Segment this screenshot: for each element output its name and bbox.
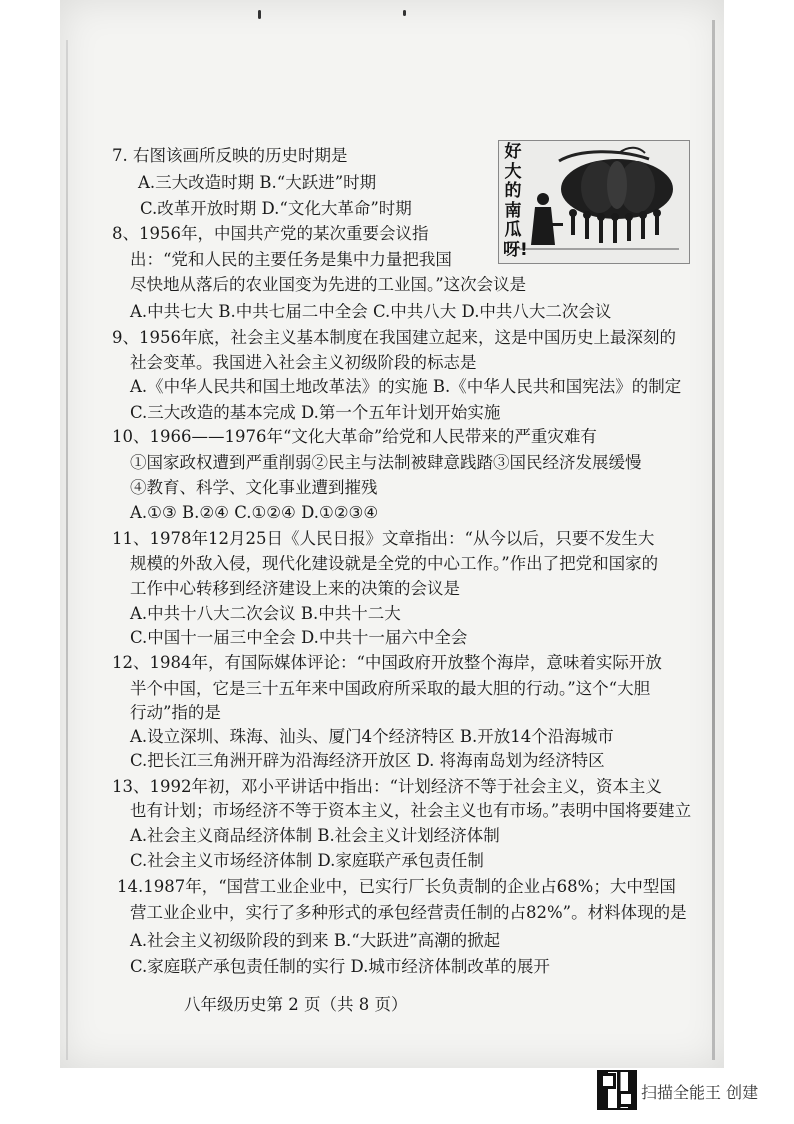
q7-options-cd: C.改革开放时期 D.“文化大革命”时期 — [140, 199, 412, 218]
q14-stem-2: 营工业企业中，实行了多种形式的承包经营责任制的占82%”。材料体现的是 — [130, 903, 687, 922]
page-shadow-left — [66, 40, 68, 1060]
q9-options-cd: C.三大改造的基本完成 D.第一个五年计划开始实施 — [130, 403, 501, 422]
q9-stem-1: 9、1956年底，社会主义基本制度在我国建立起来，这是中国历史上最深刻的 — [112, 328, 676, 347]
qr-code-icon — [597, 1070, 637, 1110]
q12-stem-2: 半个中国，它是三十五年来中国政府所采取的最大胆的行动。”这个“大胆 — [130, 679, 651, 698]
q11-stem-1: 11、1978年12月25日《人民日报》文章指出：“从今以后，只要不发生大 — [112, 529, 655, 548]
q11-stem-2: 规模的外敌入侵，现代化建设就是全党的中心工作。”作出了把党和国家的 — [130, 554, 659, 573]
q11-stem-3: 工作中心转移到经济建设上来的决策的会议是 — [130, 579, 460, 598]
q8-stem-1: 8、1956年，中国共产党的某次重要会议指 — [112, 224, 429, 243]
q14-options-cd: C.家庭联产承包责任制的实行 D.城市经济体制改革的展开 — [130, 957, 550, 976]
cartoon-caption: 好大的南瓜呀! — [503, 142, 528, 260]
page-footer: 八年级历史第 2 页（共 8 页） — [184, 995, 408, 1014]
q10-options: A.①③ B.②④ C.①②④ D.①②③④ — [130, 503, 379, 522]
q10-stem: 10、1966——1976年“文化大革命”给党和人民带来的严重灾难有 — [112, 427, 597, 446]
q11-options-ab: A.中共十八大二次会议 B.中共十二大 — [130, 604, 401, 623]
pumpkin-cartoon — [498, 140, 690, 264]
q13-options-cd: C.社会主义市场经济体制 D.家庭联产承包责任制 — [130, 851, 484, 870]
q13-stem-1: 13、1992年初，邓小平讲话中指出：“计划经济不等于社会主义，资本主义 — [112, 777, 662, 796]
q12-stem-1: 12、1984年，有国际媒体评论：“中国政府开放整个海岸，意味着实际开放 — [112, 653, 662, 672]
scanner-watermark: 扫描全能王 创建 — [641, 1083, 759, 1102]
q12-options-cd: C.把长江三角洲开辟为沿海经济开放区 D. 将海南岛划为经济特区 — [130, 751, 605, 770]
q12-options-ab: A.设立深圳、珠海、汕头、厦门4个经济特区 B.开放14个沿海城市 — [130, 727, 614, 746]
q13-stem-2: 也有计划；市场经济不等于资本主义，社会主义也有市场。”表明中国将要建立 — [130, 801, 692, 820]
q8-stem-3: 尽快地从落后的农业国变为先进的工业国。”这次会议是 — [130, 275, 527, 294]
q7-options-ab: A.三大改造时期 B.“大跃进”时期 — [138, 173, 377, 192]
q10-items-1: ①国家政权遭到严重削弱②民主与法制被肆意践踏③国民经济发展缓慢 — [130, 453, 642, 472]
q7-stem: 7. 右图该画所反映的历史时期是 — [112, 146, 348, 165]
q12-stem-3: 行动”指的是 — [130, 703, 221, 722]
q9-stem-2: 社会变革。我国进入社会主义初级阶段的标志是 — [130, 353, 477, 372]
q14-stem-1: 14.1987年，“国营工业企业中，已实行厂长负责制的企业占68%；大中型国 — [117, 877, 676, 896]
q13-options-ab: A.社会主义商品经济体制 B.社会主义计划经济体制 — [130, 826, 500, 845]
q8-stem-2: 出：“党和人民的主要任务是集中力量把我国 — [130, 250, 452, 269]
scan-speck — [403, 10, 406, 16]
q8-options: A.中共七大 B.中共七届二中全会 C.中共八大 D.中共八大二次会议 — [130, 302, 612, 321]
q11-options-cd: C.中国十一届三中全会 D.中共十一届六中全会 — [130, 628, 468, 647]
q10-items-2: ④教育、科学、文化事业遭到摧残 — [130, 478, 378, 497]
q14-options-ab: A.社会主义初级阶段的到来 B.“大跃进”高潮的掀起 — [130, 931, 501, 950]
page-shadow-right — [712, 20, 715, 1060]
scan-speck — [258, 10, 261, 19]
q9-options-ab: A.《中华人民共和国土地改革法》的实施 B.《中华人民共和国宪法》的制定 — [130, 377, 682, 396]
